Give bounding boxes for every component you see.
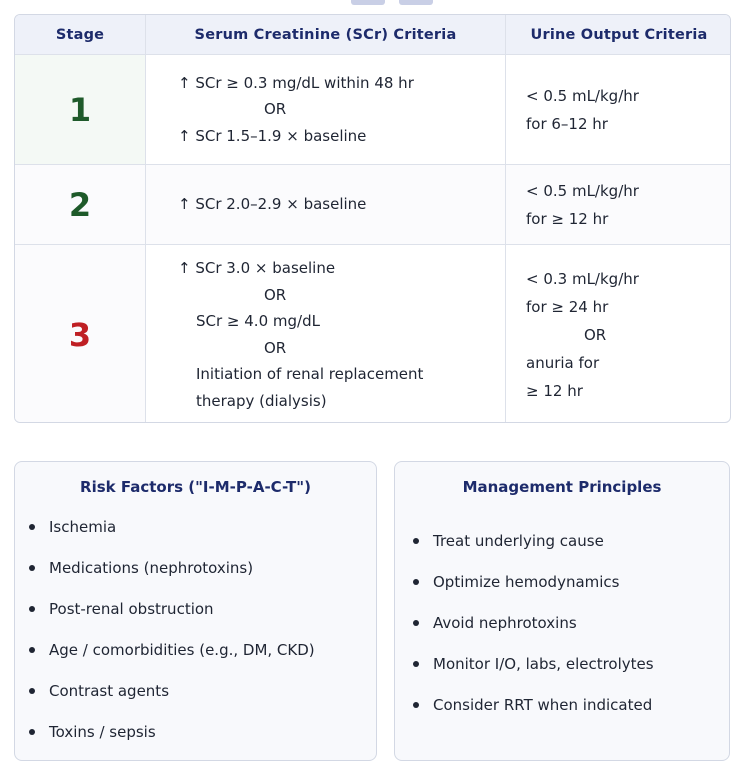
list-item [413, 561, 729, 602]
list-item-text: Monitor I/O, labs, electrolytes [433, 654, 654, 673]
bullet-icon [413, 620, 419, 626]
stage-3-urine-criteria [506, 245, 731, 423]
criteria-line: ↑ SCr ≥ 0.3 mg/dL within 48 hr [178, 73, 414, 92]
criteria-line: < 0.5 mL/kg/hr [526, 86, 639, 105]
bullet-icon [29, 688, 35, 694]
bullet-icon [29, 565, 35, 571]
list-item-text: Age / comorbidities (e.g., DM, CKD) [49, 640, 315, 659]
list-item [413, 602, 729, 643]
list-item [413, 643, 729, 684]
criteria-line: ↑ SCr 1.5–1.9 × baseline [178, 126, 367, 145]
list-item-text: Avoid nephrotoxins [433, 613, 577, 632]
bullet-icon [413, 579, 419, 585]
list-item [29, 670, 376, 711]
stage-3-scr-criteria [146, 245, 506, 423]
risk-factors-list [15, 506, 376, 752]
management-panel [394, 461, 730, 761]
stage-2-number: 2 [68, 185, 92, 224]
list-item [413, 520, 729, 561]
bullet-icon [29, 524, 35, 530]
stage-2-urine-criteria [506, 165, 731, 245]
stage-2-scr-criteria [146, 165, 506, 245]
list-item [29, 629, 376, 670]
criteria-line: for ≥ 12 hr [526, 209, 609, 228]
bullet-icon [29, 606, 35, 612]
stage-3-number: 3 [68, 315, 92, 354]
criteria-line: therapy (dialysis) [196, 391, 327, 410]
bullet-icon [413, 661, 419, 667]
list-item [29, 547, 376, 588]
or-separator: OR [264, 338, 287, 357]
or-separator: OR [264, 285, 287, 304]
list-item-text: Toxins / sepsis [49, 722, 156, 741]
list-item-text: Treat underlying cause [433, 531, 604, 550]
list-item-text: Contrast agents [49, 681, 170, 700]
criteria-line: for ≥ 24 hr [526, 297, 609, 316]
criteria-line: < 0.3 mL/kg/hr [526, 269, 639, 288]
list-item [29, 506, 376, 547]
list-item [413, 684, 729, 725]
list-item-text: Optimize hemodynamics [433, 572, 620, 591]
bullet-icon [413, 702, 419, 708]
list-item-text: Consider RRT when indicated [433, 695, 653, 714]
header-urine-criteria: Urine Output Criteria [506, 15, 731, 55]
criteria-line: ≥ 12 hr [526, 381, 583, 400]
list-item-text: Ischemia [49, 517, 117, 536]
criteria-line: ↑ SCr 2.0–2.9 × baseline [178, 195, 367, 214]
criteria-line: ↑ SCr 3.0 × baseline [178, 259, 336, 277]
bullet-icon [413, 538, 419, 544]
list-item [29, 588, 376, 629]
criteria-line: anuria for [526, 353, 600, 372]
risk-factors-title: Risk Factors ("I-M-P-A-C-T") [80, 478, 311, 496]
stage-1-urine-criteria [506, 55, 731, 165]
stage-1-number: 1 [68, 90, 92, 129]
stage-1-scr-criteria [146, 55, 506, 165]
criteria-line: < 0.5 mL/kg/hr [526, 181, 639, 200]
list-item-text: Medications (nephrotoxins) [49, 558, 254, 577]
criteria-line: SCr ≥ 4.0 mg/dL [196, 312, 320, 330]
or-separator: OR [264, 100, 287, 119]
stage-3-cell [15, 245, 146, 423]
stage-2-cell [15, 165, 146, 245]
criteria-line: Initiation of renal replacement [196, 365, 424, 383]
stage-1-cell [15, 55, 146, 165]
management-list [395, 520, 729, 725]
bullet-icon [29, 729, 35, 735]
cropped-heading-fragment [338, 0, 446, 6]
header-scr-criteria: Serum Creatinine (SCr) Criteria [146, 15, 506, 55]
list-item [29, 711, 376, 752]
aki-staging-table [14, 14, 731, 423]
list-item-text: Post-renal obstruction [49, 599, 214, 618]
risk-factors-panel [14, 461, 377, 761]
or-separator: OR [584, 325, 607, 344]
bullet-icon [29, 647, 35, 653]
management-title: Management Principles [462, 478, 662, 496]
header-stage: Stage [15, 15, 146, 55]
criteria-line: for 6–12 hr [526, 114, 608, 133]
